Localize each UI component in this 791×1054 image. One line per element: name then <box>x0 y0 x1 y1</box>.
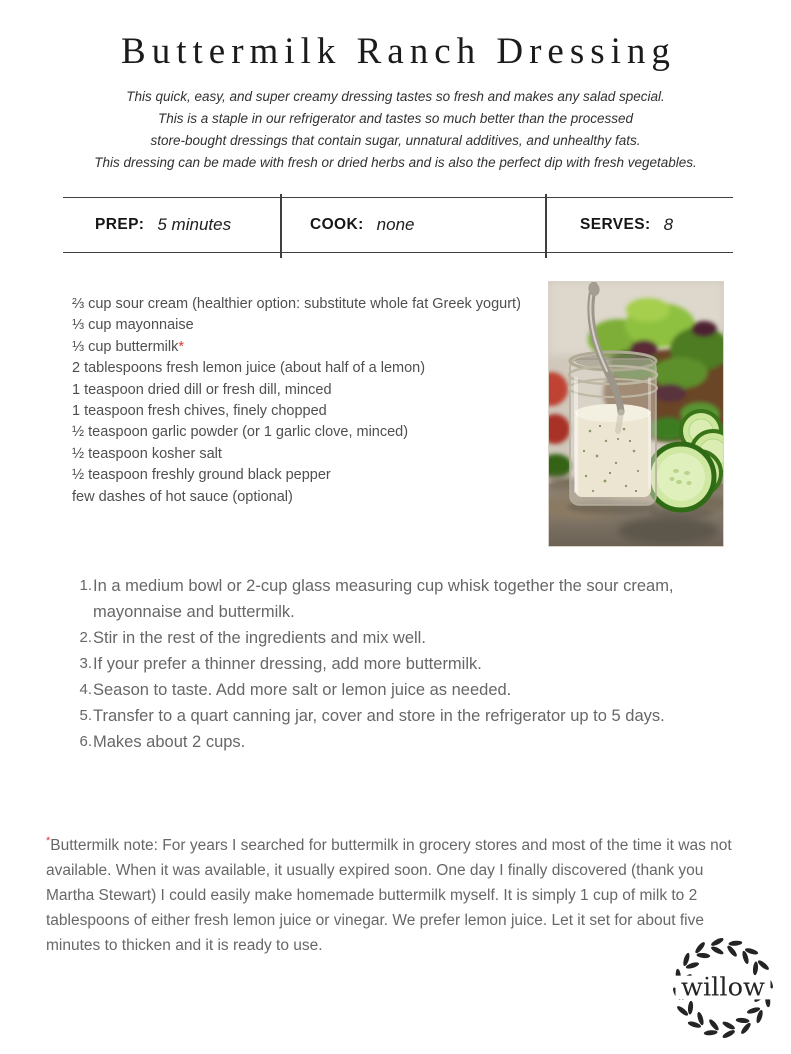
footnote-text: Buttermilk note: For years I searched for buttermilk in grocery stores and most of the time it was not available. When it was available, it usually expired soon. One day I finally discovered (thank you Martha Stewart) I could easily make homemade buttermilk myself. It is simply 1 cup of milk to 2 tablespoons of either fresh lemon juice or vinegar. We prefer lemon juice. Let it set for about five minutes to thicken and it is ready to use. <box>46 837 732 955</box>
instruction-step: 4. Season to taste. Add more salt or lemon juice as needed. <box>70 677 746 703</box>
divider <box>545 194 547 258</box>
step-number: 3. <box>79 655 92 672</box>
recipe-intro <box>0 86 791 174</box>
page-title: Buttermilk Ranch Dressing <box>121 31 676 72</box>
intro-line: This dressing can be made with fresh or dried herbs and is also the perfect dip with fresh vegetables. <box>94 155 697 170</box>
divider <box>280 194 282 258</box>
instruction-step: 6. Makes about 2 cups. <box>70 729 746 755</box>
recipe-page <box>0 30 791 1054</box>
ingredient-item: ⅓ cup mayonnaise <box>72 317 194 334</box>
ingredient-item: 2 tablespoons fresh lemon juice (about half of a lemon) <box>72 360 426 377</box>
recipe-photo <box>548 281 724 547</box>
willow-logo <box>666 931 780 1045</box>
ingredient-item: 1 teaspoon fresh chives, finely chopped <box>72 403 327 420</box>
instruction-step: 3. If your prefer a thinner dressing, add more buttermilk. <box>70 651 746 677</box>
footnote-marker: * <box>178 338 185 355</box>
serves-cell <box>545 198 733 252</box>
ingredient-item: ½ teaspoon garlic powder (or 1 garlic clove, minced) <box>72 424 409 441</box>
instruction-step: 2. Stir in the rest of the ingredients and mix well. <box>70 625 746 651</box>
ingredient-item: ½ teaspoon freshly ground black pepper <box>72 467 331 484</box>
intro-line: store-bought dressings that contain sugar, unnatural additives, and unhealthy fats. <box>150 133 641 148</box>
footnote-marker: * <box>46 835 51 847</box>
instruction-step: 1. In a medium bowl or 2-cup glass measuring cup whisk together the sour cream, mayonnaise and buttermilk. <box>70 573 746 625</box>
prep-cell <box>63 198 280 252</box>
prep-value: 5 minutes <box>157 215 232 234</box>
ingredient-item: ⅓ cup buttermilk* <box>72 338 185 355</box>
logo-wordmark: willow <box>681 972 765 1003</box>
prep-label: PREP: <box>95 216 145 233</box>
step-number: 6. <box>79 733 92 750</box>
step-number: 4. <box>79 681 92 698</box>
instruction-step: 5. Transfer to a quart canning jar, cover and store in the refrigerator up to 5 days. <box>70 703 746 729</box>
ingredient-item: few dashes of hot sauce (optional) <box>72 488 293 505</box>
instructions-list <box>70 573 746 755</box>
ingredient-item: ½ teaspoon kosher salt <box>72 445 222 462</box>
laurel-wreath-icon <box>666 931 780 1045</box>
ingredients-and-photo <box>72 281 724 547</box>
ranch-dressing-jar-photo <box>548 281 724 547</box>
ingredient-item: ⅔ cup sour cream (healthier option: substitute whole fat Greek yogurt) <box>72 296 521 312</box>
ingredients-list <box>72 281 548 547</box>
cook-value: none <box>376 215 415 234</box>
cook-cell <box>280 198 545 252</box>
step-number: 2. <box>79 629 92 646</box>
buttermilk-footnote <box>46 829 745 958</box>
step-number: 5. <box>79 707 92 724</box>
step-number: 1. <box>79 577 92 594</box>
serves-value: 8 <box>663 215 674 234</box>
intro-line: This is a staple in our refrigerator and tastes so much better than the processed <box>158 111 633 126</box>
cook-label: COOK: <box>310 216 364 233</box>
recipe-info-bar <box>63 197 733 253</box>
ingredient-item: 1 teaspoon dried dill or fresh dill, minced <box>72 381 332 398</box>
intro-line: This quick, easy, and super creamy dressing tastes so fresh and makes any salad special. <box>126 89 665 104</box>
serves-label: SERVES: <box>580 216 651 233</box>
